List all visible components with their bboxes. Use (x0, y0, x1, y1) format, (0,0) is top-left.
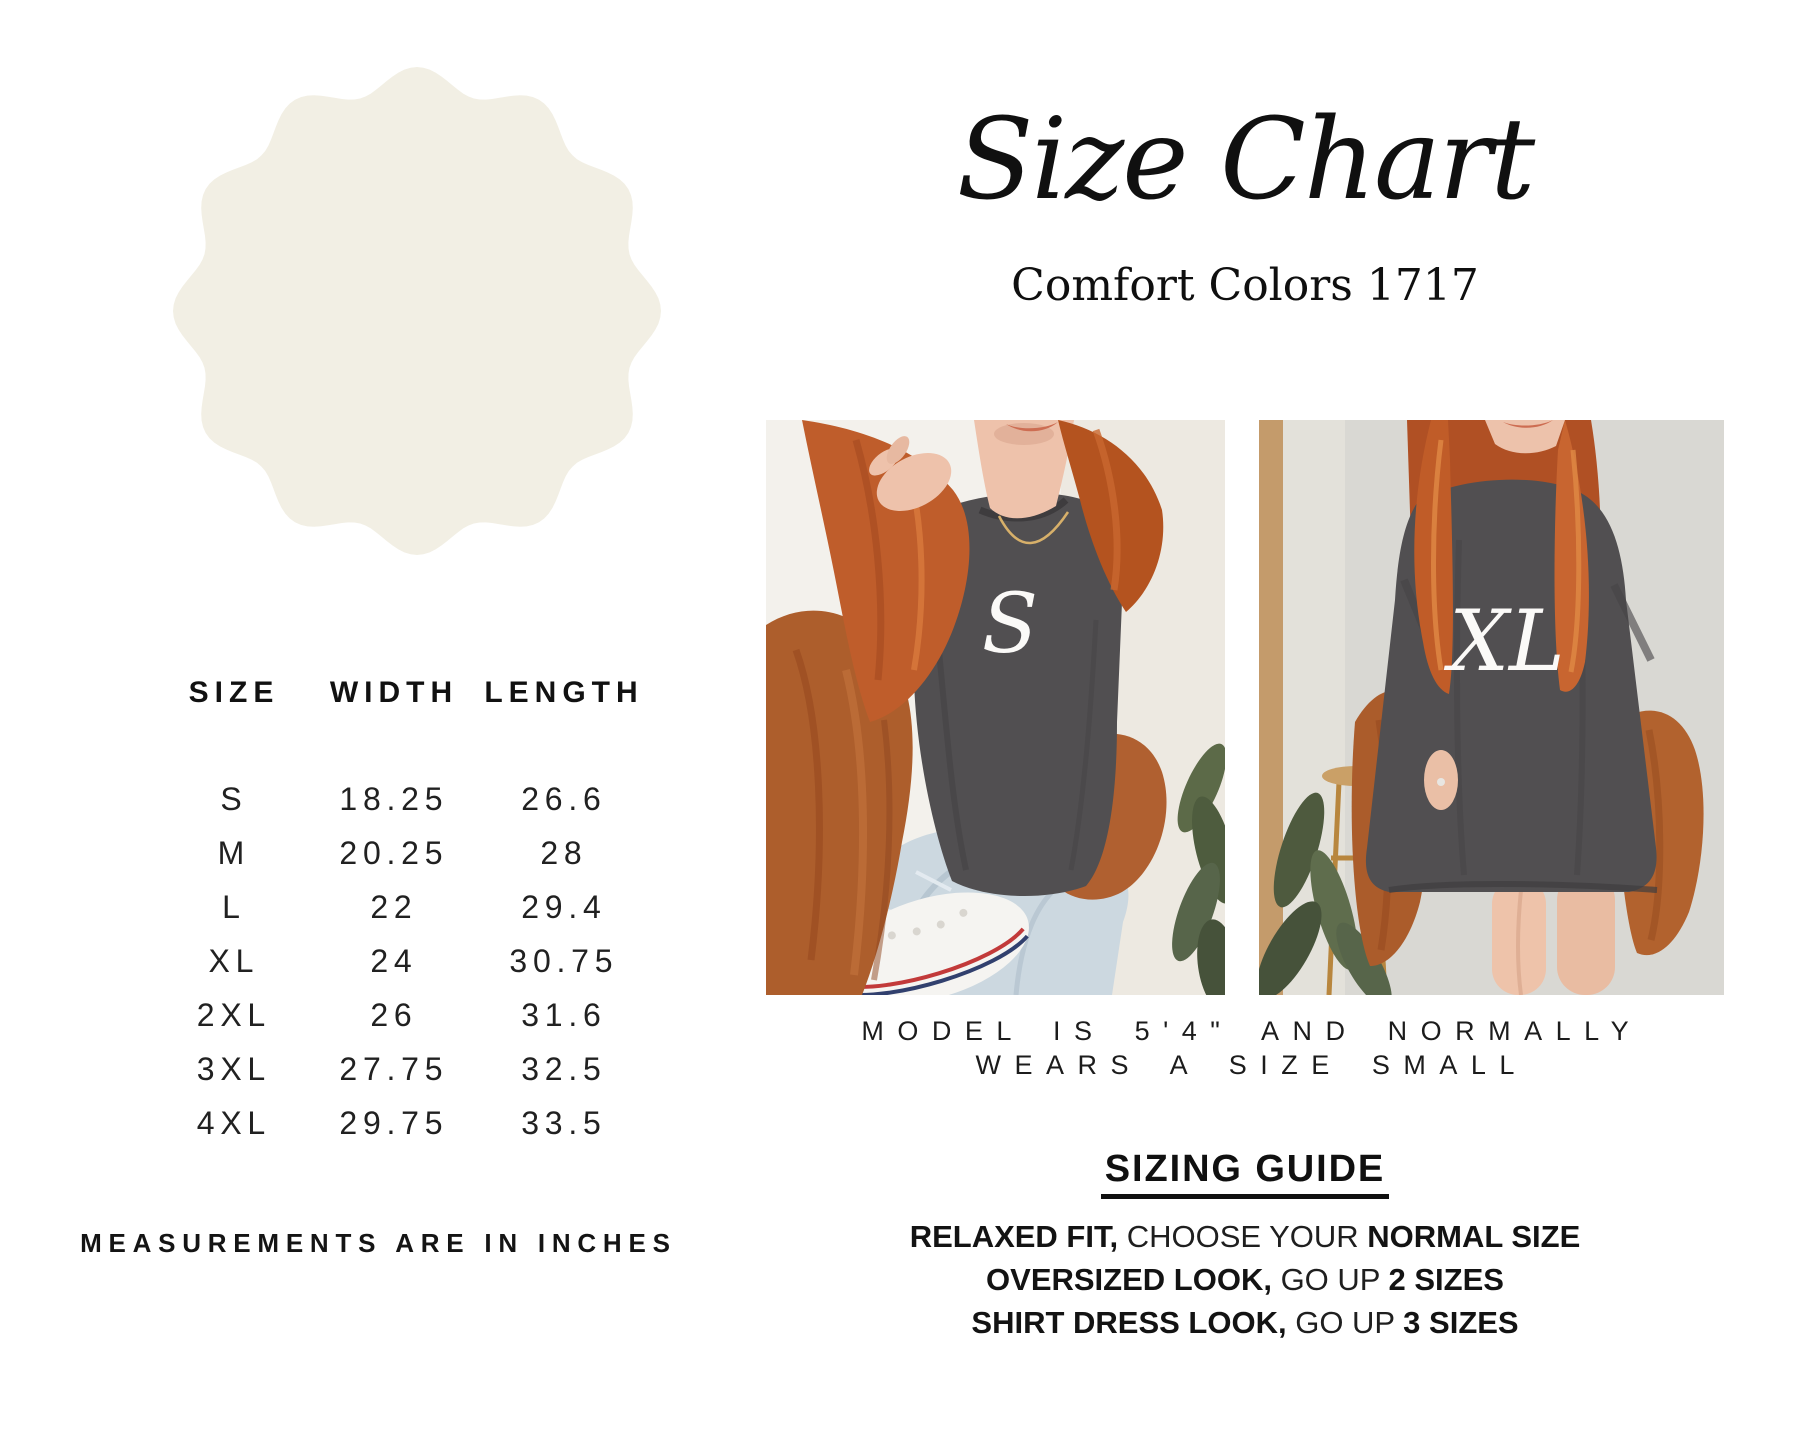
shirt-size-label-s: S (981, 577, 1039, 672)
cell-width: 18.25 (339, 780, 449, 817)
table-row (156, 826, 646, 880)
page-subtitle: Comfort Colors 1717 (1011, 259, 1479, 311)
size-table-header (156, 666, 646, 720)
cell-size: M (217, 834, 251, 871)
col-length: LENGTH (484, 676, 644, 709)
sizing-guide-lines (766, 1215, 1724, 1344)
header (780, 88, 1710, 310)
guide-line-relaxed: RELAXED FIT, CHOOSE YOUR NORMAL SIZE (909, 1219, 1581, 1254)
cell-length: 28 (540, 834, 588, 871)
photo-model-size-s-illustration (766, 420, 1225, 995)
table-row (156, 934, 646, 988)
table-row (156, 988, 646, 1042)
table-row (156, 880, 646, 934)
cell-length: 33.5 (521, 1104, 607, 1141)
scalloped-badge (172, 60, 662, 562)
page-title: Size Chart (956, 95, 1534, 225)
model-caption-line1: MODEL IS 5'4" AND NORMALLY (861, 1016, 1643, 1046)
cell-length: 29.4 (521, 888, 607, 925)
table-row (156, 1042, 646, 1096)
cell-size: 3XL (196, 1050, 271, 1087)
model-hand (1424, 750, 1458, 810)
sizing-guide (766, 1148, 1724, 1344)
cell-width: 26 (370, 996, 418, 1033)
table-row (156, 1096, 646, 1150)
cell-width: 20.25 (339, 834, 449, 871)
cell-length: 30.75 (509, 942, 619, 979)
cell-size: XL (208, 942, 260, 979)
cell-size: S (220, 780, 248, 817)
model-caption (766, 1014, 1724, 1082)
col-size: SIZE (188, 676, 280, 709)
cell-size: 2XL (196, 996, 271, 1033)
shirt-size-label-xl: XL (1449, 592, 1565, 690)
cell-size: L (222, 888, 246, 925)
col-width: WIDTH (329, 676, 459, 709)
photo-model-size-s (766, 420, 1225, 995)
photo-model-size-xl (1259, 420, 1724, 995)
model-caption-line2: WEARS A SIZE SMALL (975, 1050, 1528, 1080)
cell-size: 4XL (196, 1104, 271, 1141)
cell-length: 26.6 (521, 780, 607, 817)
cell-width: 24 (370, 942, 418, 979)
cell-length: 31.6 (521, 996, 607, 1033)
cell-length: 32.5 (521, 1050, 607, 1087)
scalloped-badge-shape (173, 67, 661, 555)
cell-width: 22 (370, 888, 418, 925)
guide-line-shirtdress: SHIRT DRESS LOOK, GO UP 3 SIZES (971, 1305, 1519, 1340)
cell-width: 27.75 (339, 1050, 449, 1087)
guide-line-oversized: OVERSIZED LOOK, GO UP 2 SIZES (986, 1262, 1504, 1297)
size-table (156, 666, 646, 1150)
measurements-note: MEASUREMENTS ARE IN INCHES (80, 1228, 677, 1258)
cell-width: 29.75 (339, 1104, 449, 1141)
photo-model-size-xl-illustration (1259, 420, 1724, 995)
sizing-guide-heading: SIZING GUIDE (1101, 1148, 1389, 1199)
table-row (156, 772, 646, 826)
